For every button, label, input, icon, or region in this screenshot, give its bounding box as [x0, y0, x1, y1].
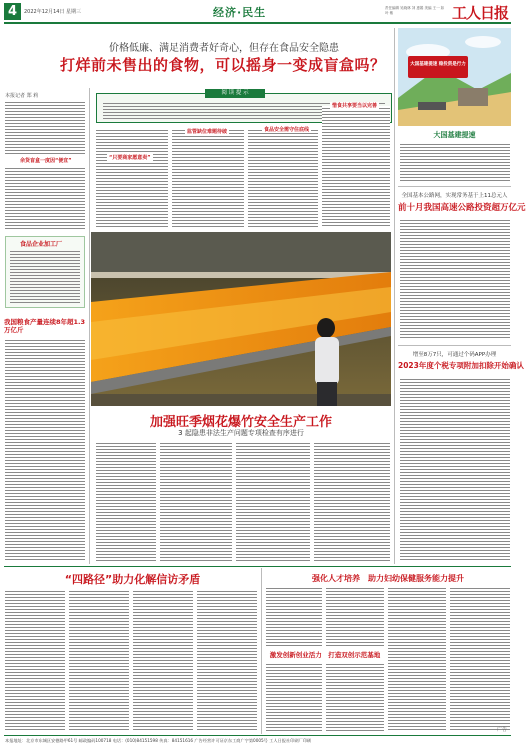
lead-headline: 打烊前未售出的食物，可以摇身一变成盲盒吗？ — [60, 56, 386, 74]
sidebar-box-body — [10, 249, 80, 305]
section-title: 经济·民生 — [213, 6, 267, 19]
bottom-mid-sub-col-2 — [326, 662, 384, 731]
bottom-mid-col-2 — [326, 586, 384, 646]
bottom-left-col-1 — [5, 589, 65, 731]
right-divider-1 — [398, 186, 511, 187]
bottom-mid-col-1 — [266, 586, 322, 646]
bottom-mid-sub-headline: 激发创新创业活力 打造双创示范基地 — [269, 651, 381, 659]
sidebar-box-title: 食品企业加工厂 — [20, 241, 63, 248]
center-photo — [91, 232, 391, 406]
date-line: 2022年12月14日 星期三 — [24, 9, 82, 15]
story-grain-body — [5, 338, 85, 562]
sidebar-box — [5, 236, 85, 308]
editor-note-tag-text: 阅 读 提 示 — [221, 90, 249, 96]
right-story1-headline: 前十月我国高速公路投资超万亿元 — [398, 203, 526, 213]
editor-note-tag — [205, 89, 265, 98]
bottom-left-col-4 — [197, 589, 257, 731]
corner-tag: 广告 — [497, 727, 508, 733]
page-number-badge — [4, 3, 21, 20]
bottom-left-col-3 — [133, 589, 193, 731]
lead-col-3 — [172, 128, 244, 228]
footer-text: 本报地址：北京市东城区安德路甲61号 邮政编码100718 电话：(010)84151598 传真：84151616 广告经营许可证京东工商广字第0005号 工人日报社印刷厂印刷 — [5, 738, 312, 743]
bottom-mid-col-4 — [450, 586, 510, 731]
lead-col-5 — [322, 106, 390, 228]
bottom-section-rule — [4, 566, 511, 567]
story-grain-headline: 我国粮食产量连续8年超1.3万亿斤 — [4, 318, 86, 334]
right-divider-2 — [398, 345, 511, 346]
infrastructure-illustration — [398, 28, 511, 126]
lead-left-body — [5, 100, 85, 154]
center-body-2 — [160, 441, 232, 561]
right-story2-kicker: 增至8万7只，可通过个码APP办理 — [412, 352, 497, 358]
masthead-rule — [4, 22, 511, 24]
right-story2-body — [400, 377, 510, 562]
bottom-mid-col-3 — [388, 586, 446, 731]
lead-col-4 — [248, 128, 318, 228]
editor-line: 责任编辑 吴晓林 刘 惠娟 美编 王一 如 叶 敏 — [385, 6, 445, 15]
lead-subhead-3: 食品安全需守住底线 — [264, 127, 310, 133]
bottling-line-illustration — [91, 232, 391, 406]
illustration-caption-body — [400, 142, 510, 182]
lead-left-subhead: 余货盲盒一度因“便宜” — [20, 158, 72, 164]
center-body-1 — [96, 441, 156, 561]
lead-subhead-1: “只要商家愿意卖” — [109, 155, 151, 161]
right-story1-kicker: 全国基本公路网，实现常务基于上11总元人 — [401, 193, 508, 199]
right-story2-headline: 2023年度个税专项附加扣除开始确认 — [398, 361, 524, 370]
bottom-mid-sub-col-1 — [266, 662, 322, 731]
footer-rule — [4, 735, 511, 736]
illustration-billboard: 大国基建提速 稳投资是行力 — [410, 62, 466, 67]
infrastructure-art — [398, 28, 511, 126]
lead-subhead-4: 惜食共享要当以完善 — [332, 103, 378, 109]
bottom-left-headline: “四路径”助力化解信访矛盾 — [64, 573, 201, 586]
lead-left-body-2 — [5, 166, 85, 230]
center-body-3 — [236, 441, 310, 561]
center-body-4 — [314, 441, 390, 561]
center-headline: 加强旺季烟花爆竹安全生产工作 — [149, 415, 332, 430]
bottom-mid-headline: 强化人才培养 助力妇幼保健服务能力提升 — [312, 574, 464, 583]
right-story1-body — [400, 218, 510, 340]
lead-byline: 本报记者 郑 莉 — [5, 93, 39, 99]
page-number: 4 — [7, 4, 18, 19]
lead-subhead-2: 监管缺位难题待破 — [187, 129, 228, 135]
illustration-caption: 大国基建提速 — [433, 131, 476, 139]
center-subhead: 3 起隐患非法生产问题专项检查有序进行 — [178, 429, 304, 437]
lead-col-2 — [96, 128, 168, 228]
lead-kicker: 价格低廉、满足消费者好奇心，但存在食品安全隐患 — [109, 43, 339, 54]
paper-logo: 工人日报 — [452, 4, 509, 22]
bottom-left-col-2 — [69, 589, 129, 731]
column-divider-right — [394, 28, 395, 564]
column-divider-left — [89, 88, 90, 564]
bottom-divider — [261, 568, 262, 734]
